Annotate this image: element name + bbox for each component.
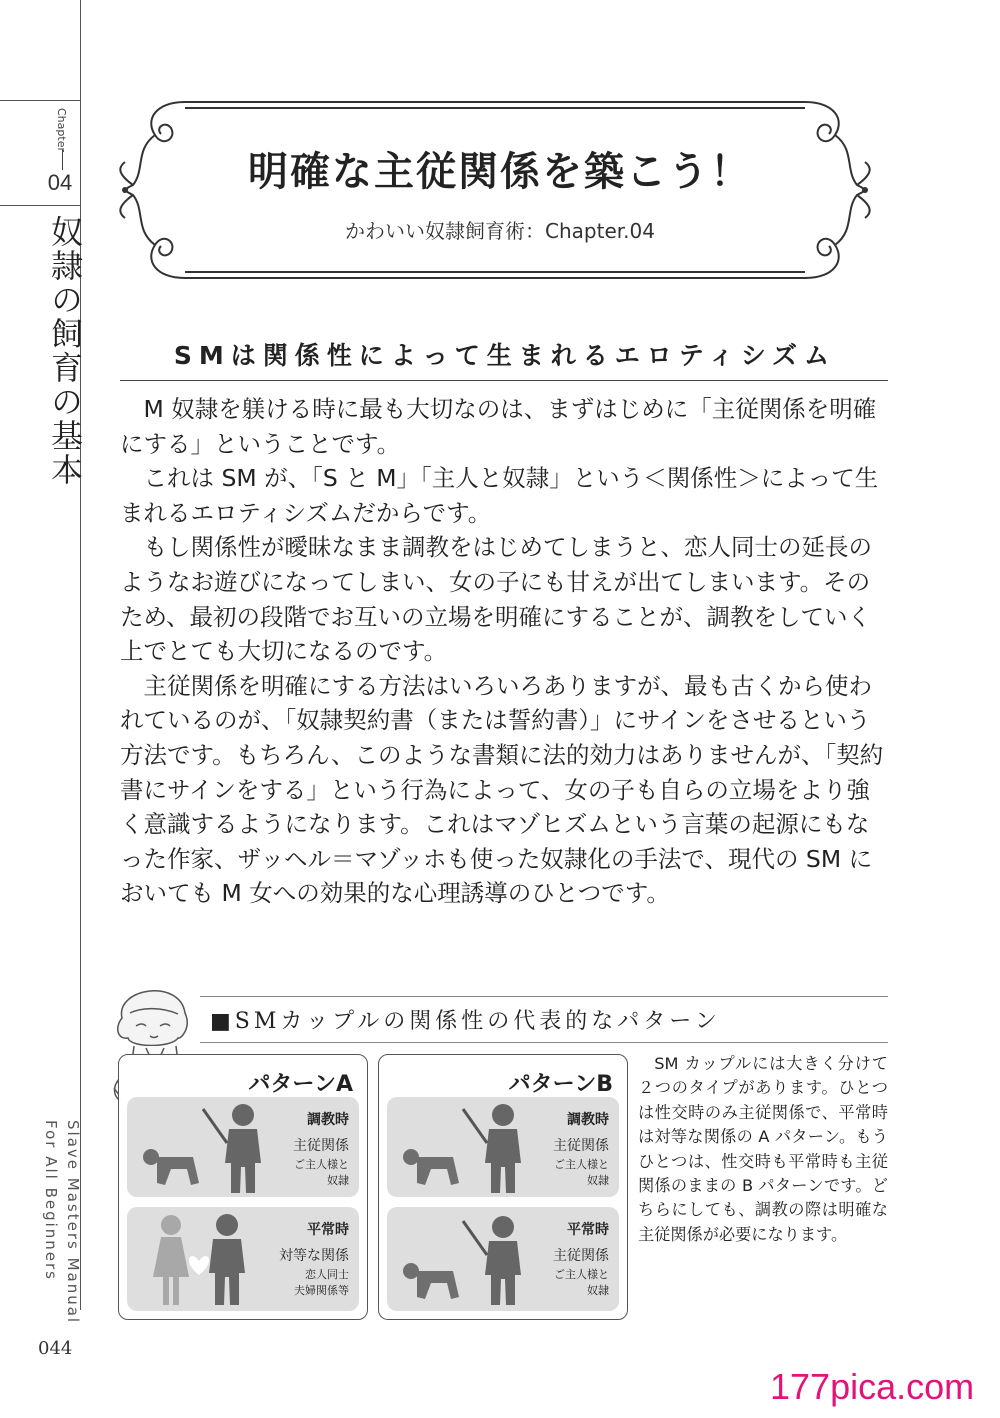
block-relation: 主従関係: [553, 1248, 609, 1264]
block-relation: 主従関係: [293, 1138, 349, 1154]
block-note-2: 奴隷: [587, 1284, 609, 1297]
block-heading: 調教時: [567, 1112, 609, 1128]
english-side-title: [40, 1120, 84, 1324]
master-figure-icon: [459, 1215, 529, 1307]
pattern-description-text: SM カップルには大きく分けて２つのタイプがあります。ひとつは性交時のみ主従関係で、平常時は対等な関係の A パターン。もうひとつは、性交時も平常時も主従関係のままの B パターンです。どちらにしても、調教の際は明確な主従関係が必要になります。: [638, 1054, 888, 1244]
pattern-b-title: パターンB: [508, 1072, 613, 1097]
block-note-2: 奴隷: [327, 1174, 349, 1187]
page-title: 明確な主従関係を築こう！: [248, 149, 752, 195]
chapter-top-rule: [0, 100, 80, 101]
pattern-b-normal-block: [387, 1207, 619, 1311]
block-heading: 平常時: [307, 1222, 349, 1238]
box-rule-bottom: [200, 1042, 888, 1043]
chapter-tick: [62, 150, 63, 170]
chapter-number: 04: [47, 170, 73, 195]
block-note-1: ご主人様と: [294, 1158, 349, 1171]
box-title: ■SMカップルの関係性の代表的なパターン: [210, 1009, 721, 1034]
block-note-2: 奴隷: [587, 1174, 609, 1187]
block-heading: 調教時: [307, 1112, 349, 1128]
margin-rule: [80, 0, 81, 1310]
pattern-a-normal-block: [127, 1207, 359, 1311]
page-subtitle: かわいい奴隷飼育術：Chapter.04: [345, 219, 655, 243]
block-note-1: ご主人様と: [554, 1158, 609, 1171]
body-text: [120, 392, 890, 911]
block-relation: 主従関係: [553, 1138, 609, 1154]
section-heading: SMは関係性によって生まれるエロティシズム: [173, 341, 837, 370]
block-relation: 対等な関係: [279, 1248, 349, 1264]
english-title-line1: Slave Masters Manual: [64, 1120, 82, 1325]
block-note-1: 恋人同士: [305, 1268, 349, 1281]
section-rule: [120, 380, 888, 381]
chapter-rule: [0, 205, 80, 206]
master-figure-icon: [199, 1103, 269, 1195]
block-note-1: ご主人様と: [554, 1268, 609, 1281]
section-side-title: 奴隷の飼育の基本: [46, 215, 84, 487]
pattern-b-training-block: [387, 1097, 619, 1197]
couple-figures-icon: [147, 1213, 257, 1307]
pattern-description: [638, 1052, 888, 1247]
paragraph: これは SM が、「S と M」「主人と奴隷」という＜関係性＞によって生まれるエロティシズムだからです。: [120, 464, 879, 527]
master-figure-icon: [459, 1103, 529, 1195]
english-title-line2: For All Beginners: [42, 1120, 60, 1282]
box-rule-top: [200, 996, 888, 997]
chapter-label: Chapter: [55, 108, 68, 152]
paragraph: 主従関係を明確にする方法はいろいろありますが、最も古くから使われているのが、「奴隷契約書（または誓約書）」にサインをさせるという方法です。もちろん、このような書類に法的効力はありませんが、「契約書にサインをする」という行為によって、女の子も自らの立場をより強く意識するようになります。これはマゾヒズムという言葉の起源にもなった作家、ザッヘル＝マゾッホも使った奴隷化の手法で、現代の SM においても M 女への効果的な心理誘導のひとつです。: [120, 671, 884, 908]
block-heading: 平常時: [567, 1222, 609, 1238]
paragraph: M 奴隷を躾ける時に最も大切なのは、まずはじめに「主従関係を明確にする」ということです。: [120, 395, 877, 458]
pattern-b-panel: [378, 1054, 628, 1320]
block-note-2: 夫婦関係等: [294, 1284, 349, 1297]
watermark: 177pica.com: [770, 1366, 975, 1407]
pattern-a-panel: [118, 1054, 368, 1320]
paragraph: もし関係性が曖昧なまま調教をはじめてしまうと、恋人同士の延長のようなお遊びになってしまい、女の子にも甘えが出てしまいます。そのため、最初の段階でお互いの立場を明確にすることが、調教をしていく上でとても大切になるのです。: [120, 533, 872, 666]
pattern-a-title: パターンA: [248, 1072, 353, 1097]
pattern-a-training-block: [127, 1097, 359, 1197]
page-number: 044: [38, 1338, 73, 1359]
